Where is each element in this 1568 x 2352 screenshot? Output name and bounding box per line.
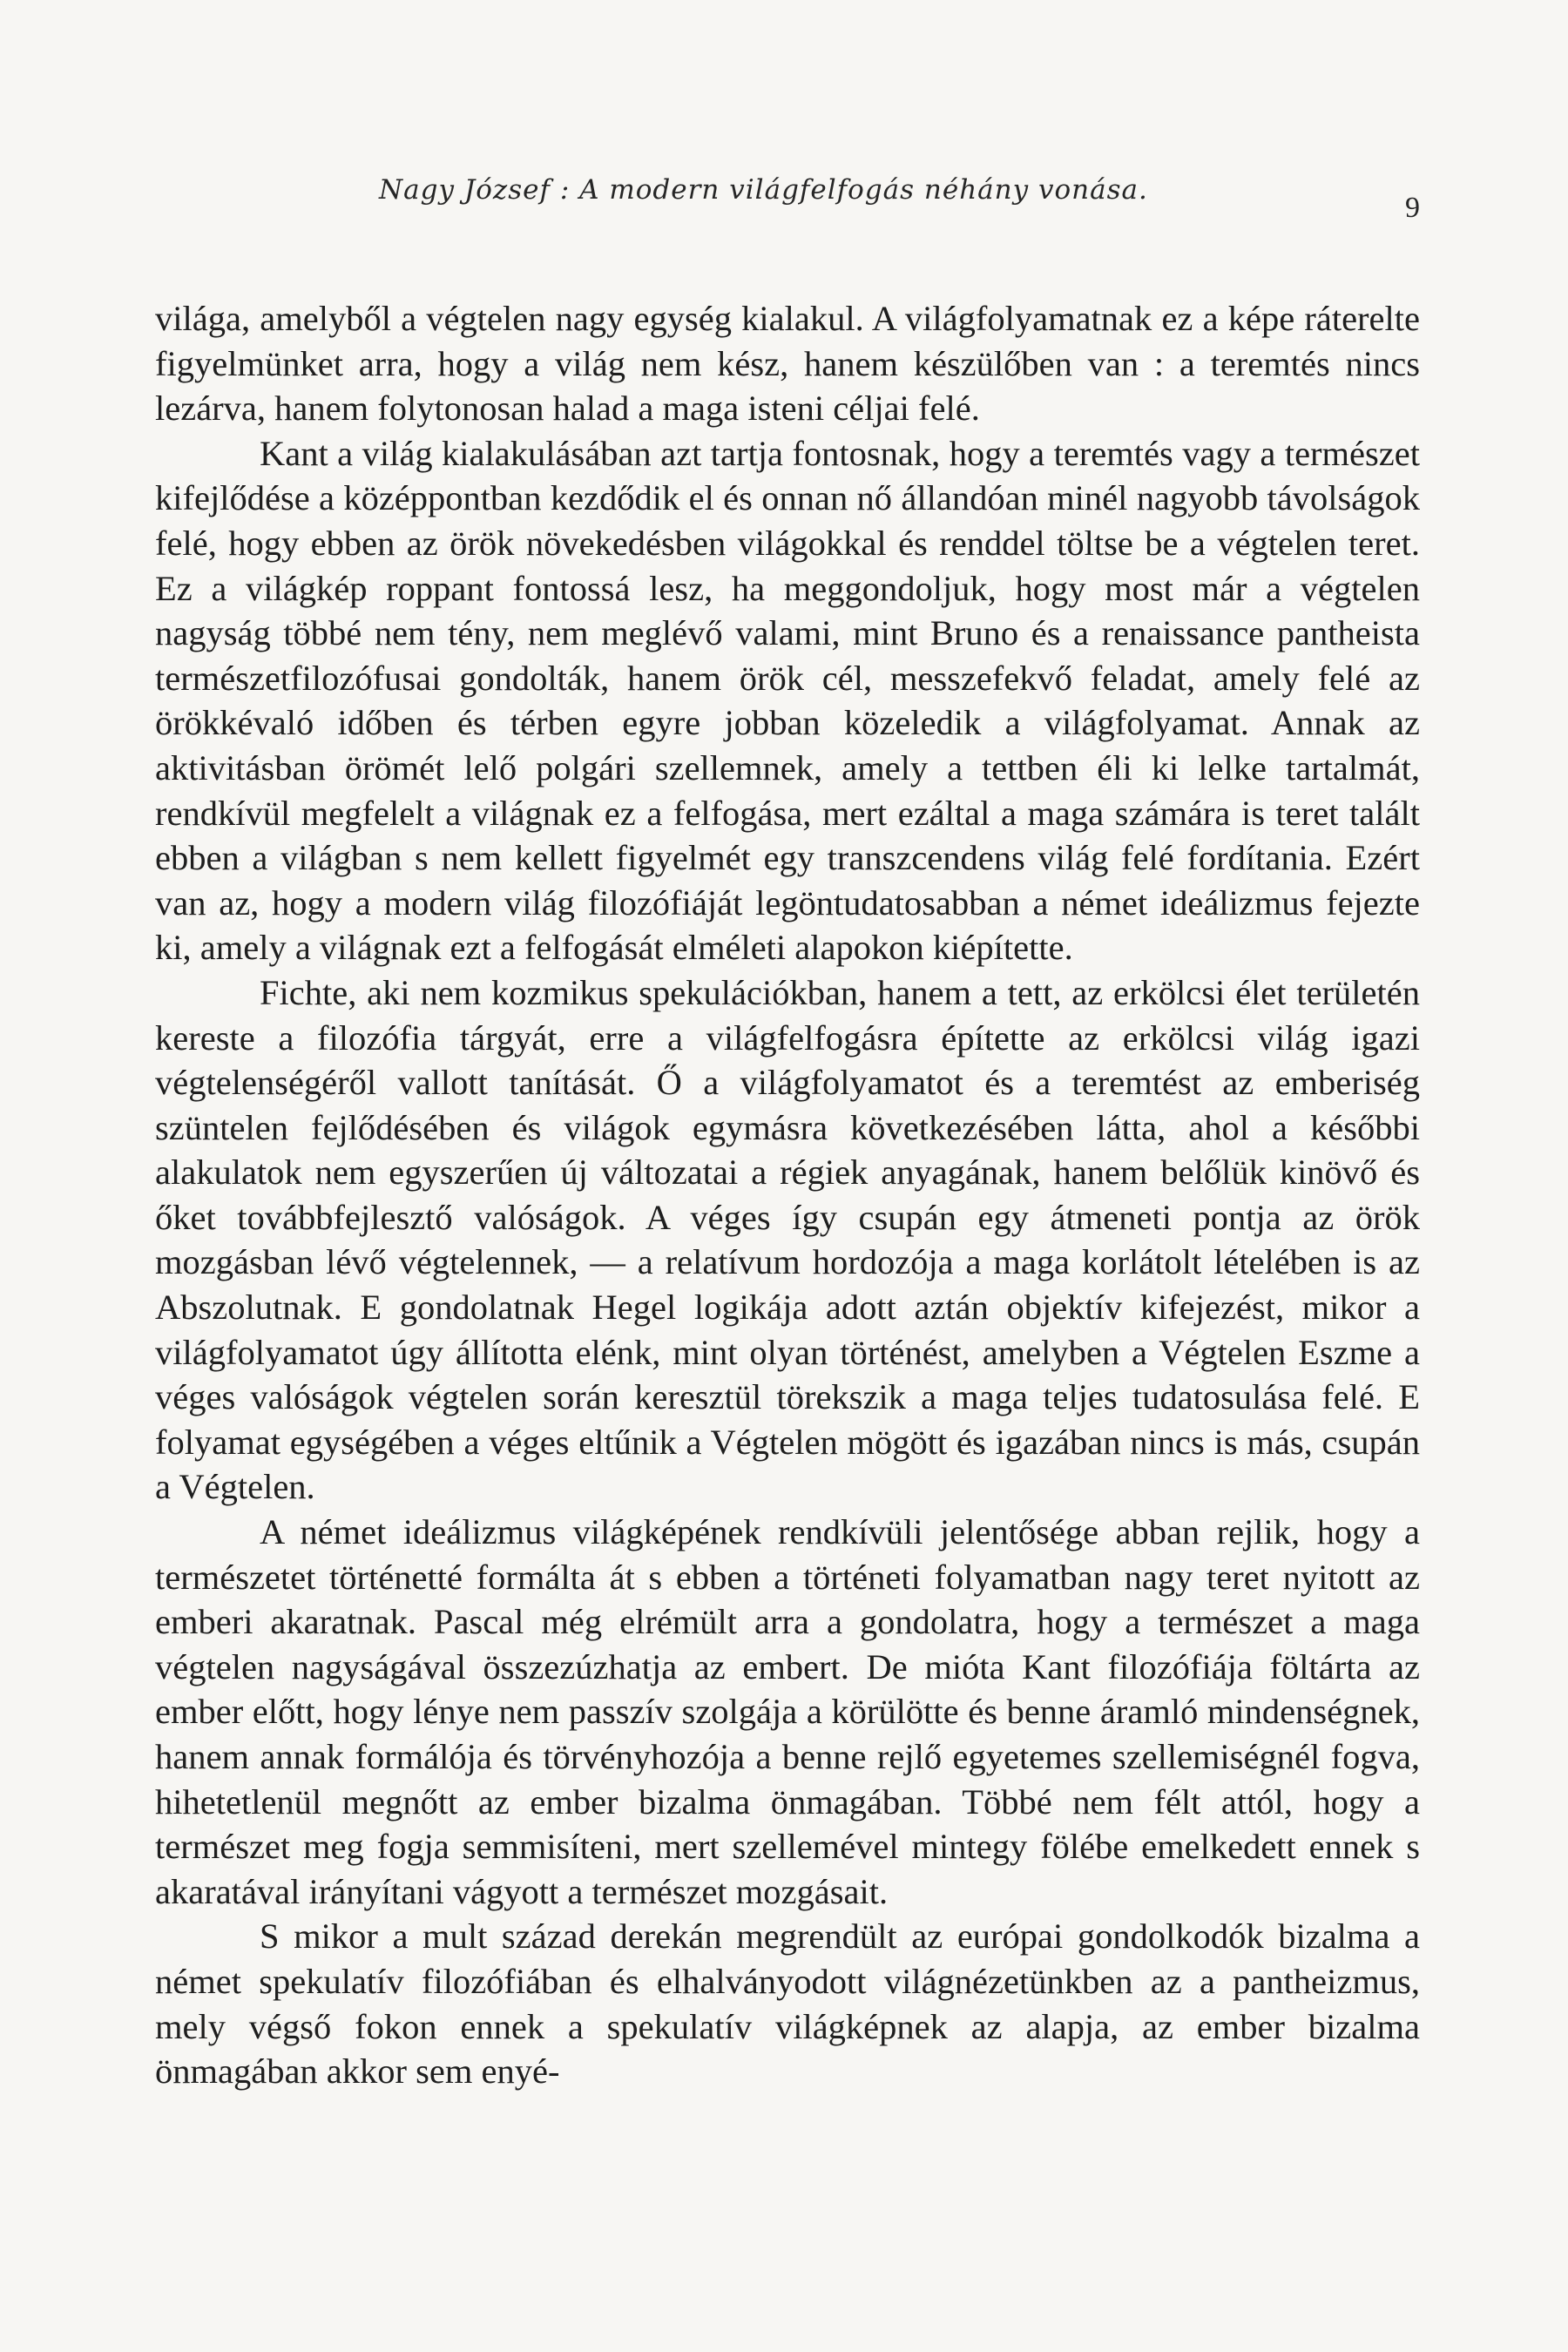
running-head bbox=[157, 174, 1420, 226]
body-text bbox=[155, 296, 1420, 2094]
running-head-title: Nagy József : A modern világfelfogás néhány vonása. bbox=[379, 174, 1148, 206]
paragraph-german-idealism: A német ideálizmus világképének rendkívüli jelentősége abban rejlik, hogy a természetet történetté formálta át s ebben a történeti folyamatban nagy teret nyitott az emberi akaratnak. Pascal még elrémült arra a gondolatra, hogy a természet a maga végtelen nagyságával összezúzhatja az embert. De mióta Kant filozófiája föltárta az ember előtt, hogy lénye nem passzív szolgája a körülötte és benne áramló mindenségnek, hanem annak formálója és törvényhozója a benne rejlő egyetemes szellemiségnél fogva, hihetetlenül megnőtt az ember bizalma önmagában. Többé nem félt attól, hogy a természet meg fogja semmisíteni, mert szellemével mintegy fölébe emelkedett ennek s akaratával irányítani vágyott a természet mozgásait. bbox=[155, 1512, 1420, 1911]
paragraph-kant: Kant a világ kialakulásában azt tartja fontosnak, hogy a teremtés vagy a természet kifejlődése a középpontban kezdődik el és onnan nő állandóan minél nagyobb távolságok felé, hogy ebben az örök növekedésben világokkal és renddel töltse be a végtelen teret. Ez a világkép roppant fontossá lesz, ha meggondoljuk, hogy most már a végtelen nagyság többé nem tény, nem meglévő valami, mint Bruno és a renaissance pantheista természetfilozófusai gondolták, hanem örök cél, messzefekvő feladat, amely felé az örökkévaló időben és térben egyre jobban közeledik a világfolyamat. Annak az aktivitásban örömét lelő polgári szellemnek, amely a tettben éli ki lelke tartalmát, rendkívül megfelelt a világnak ez a felfogása, mert ezáltal a maga számára is teret talált ebben a világban s nem kellett figyelmét egy transzcendens világ felé fordítania. Ezért van az, hogy a modern világ filozófiáját legöntudatosabban a német ideálizmus fejezte ki, amely a világnak ezt a felfogását elméleti alapokon kiépítette. bbox=[155, 433, 1420, 968]
paragraph-fichte: Fichte, aki nem kozmikus spekulációkban, hanem a tett, az erkölcsi élet területén kereste a filozófia tárgyát, erre a világfelfogásra építette az erkölcsi világ igazi végtelenségéről vallott tanítását. Ő a világfolyamatot és a teremtést az emberiség szüntelen fejlődésében és világok egymásra következésében látta, ahol a későbbi alakulatok nem egyszerűen új változatai a régiek anyagának, hanem belőlük kinövő és őket továbbfejlesztő valóságok. A véges így csupán egy átmeneti pontja az örök mozgásban lévő végtelennek, — a relatívum hordozója a maga korlátolt lételében is az Abszolutnak. E gondolatnak Hegel logikája adott aztán objektív kifejezést, mikor a világfolyamatot úgy állította elénk, mint olyan történést, amelyben a Végtelen Eszme a véges valóságok végtelen során keresztül törekszik a maga teljes tudatosulása felé. E folyamat egységében a véges eltűnik a Végtelen mögött és igazában nincs is más, csupán a Végtelen. bbox=[155, 972, 1420, 1507]
paragraph-last: S mikor a mult század derekán megrendült az európai gondolkodók bizalma a német spekulatív filozófiában és elhalványodott világnézetünkben az a pantheizmus, mely végső fokon ennek a spekulatív világképnek az alapja, az ember bizalma önmagában akkor sem enyé- bbox=[155, 1916, 1420, 2092]
page-number: 9 bbox=[1405, 192, 1420, 224]
paragraph-continuation: világa, amelyből a végtelen nagy egység kialakul. A világfolyamatnak ez a képe ráterelte figyelmünket arra, hogy a világ nem kész, hanem készülőben van : a teremtés nincs lezárva, hanem folytonosan halad a maga isteni céljai felé. bbox=[155, 299, 1420, 429]
